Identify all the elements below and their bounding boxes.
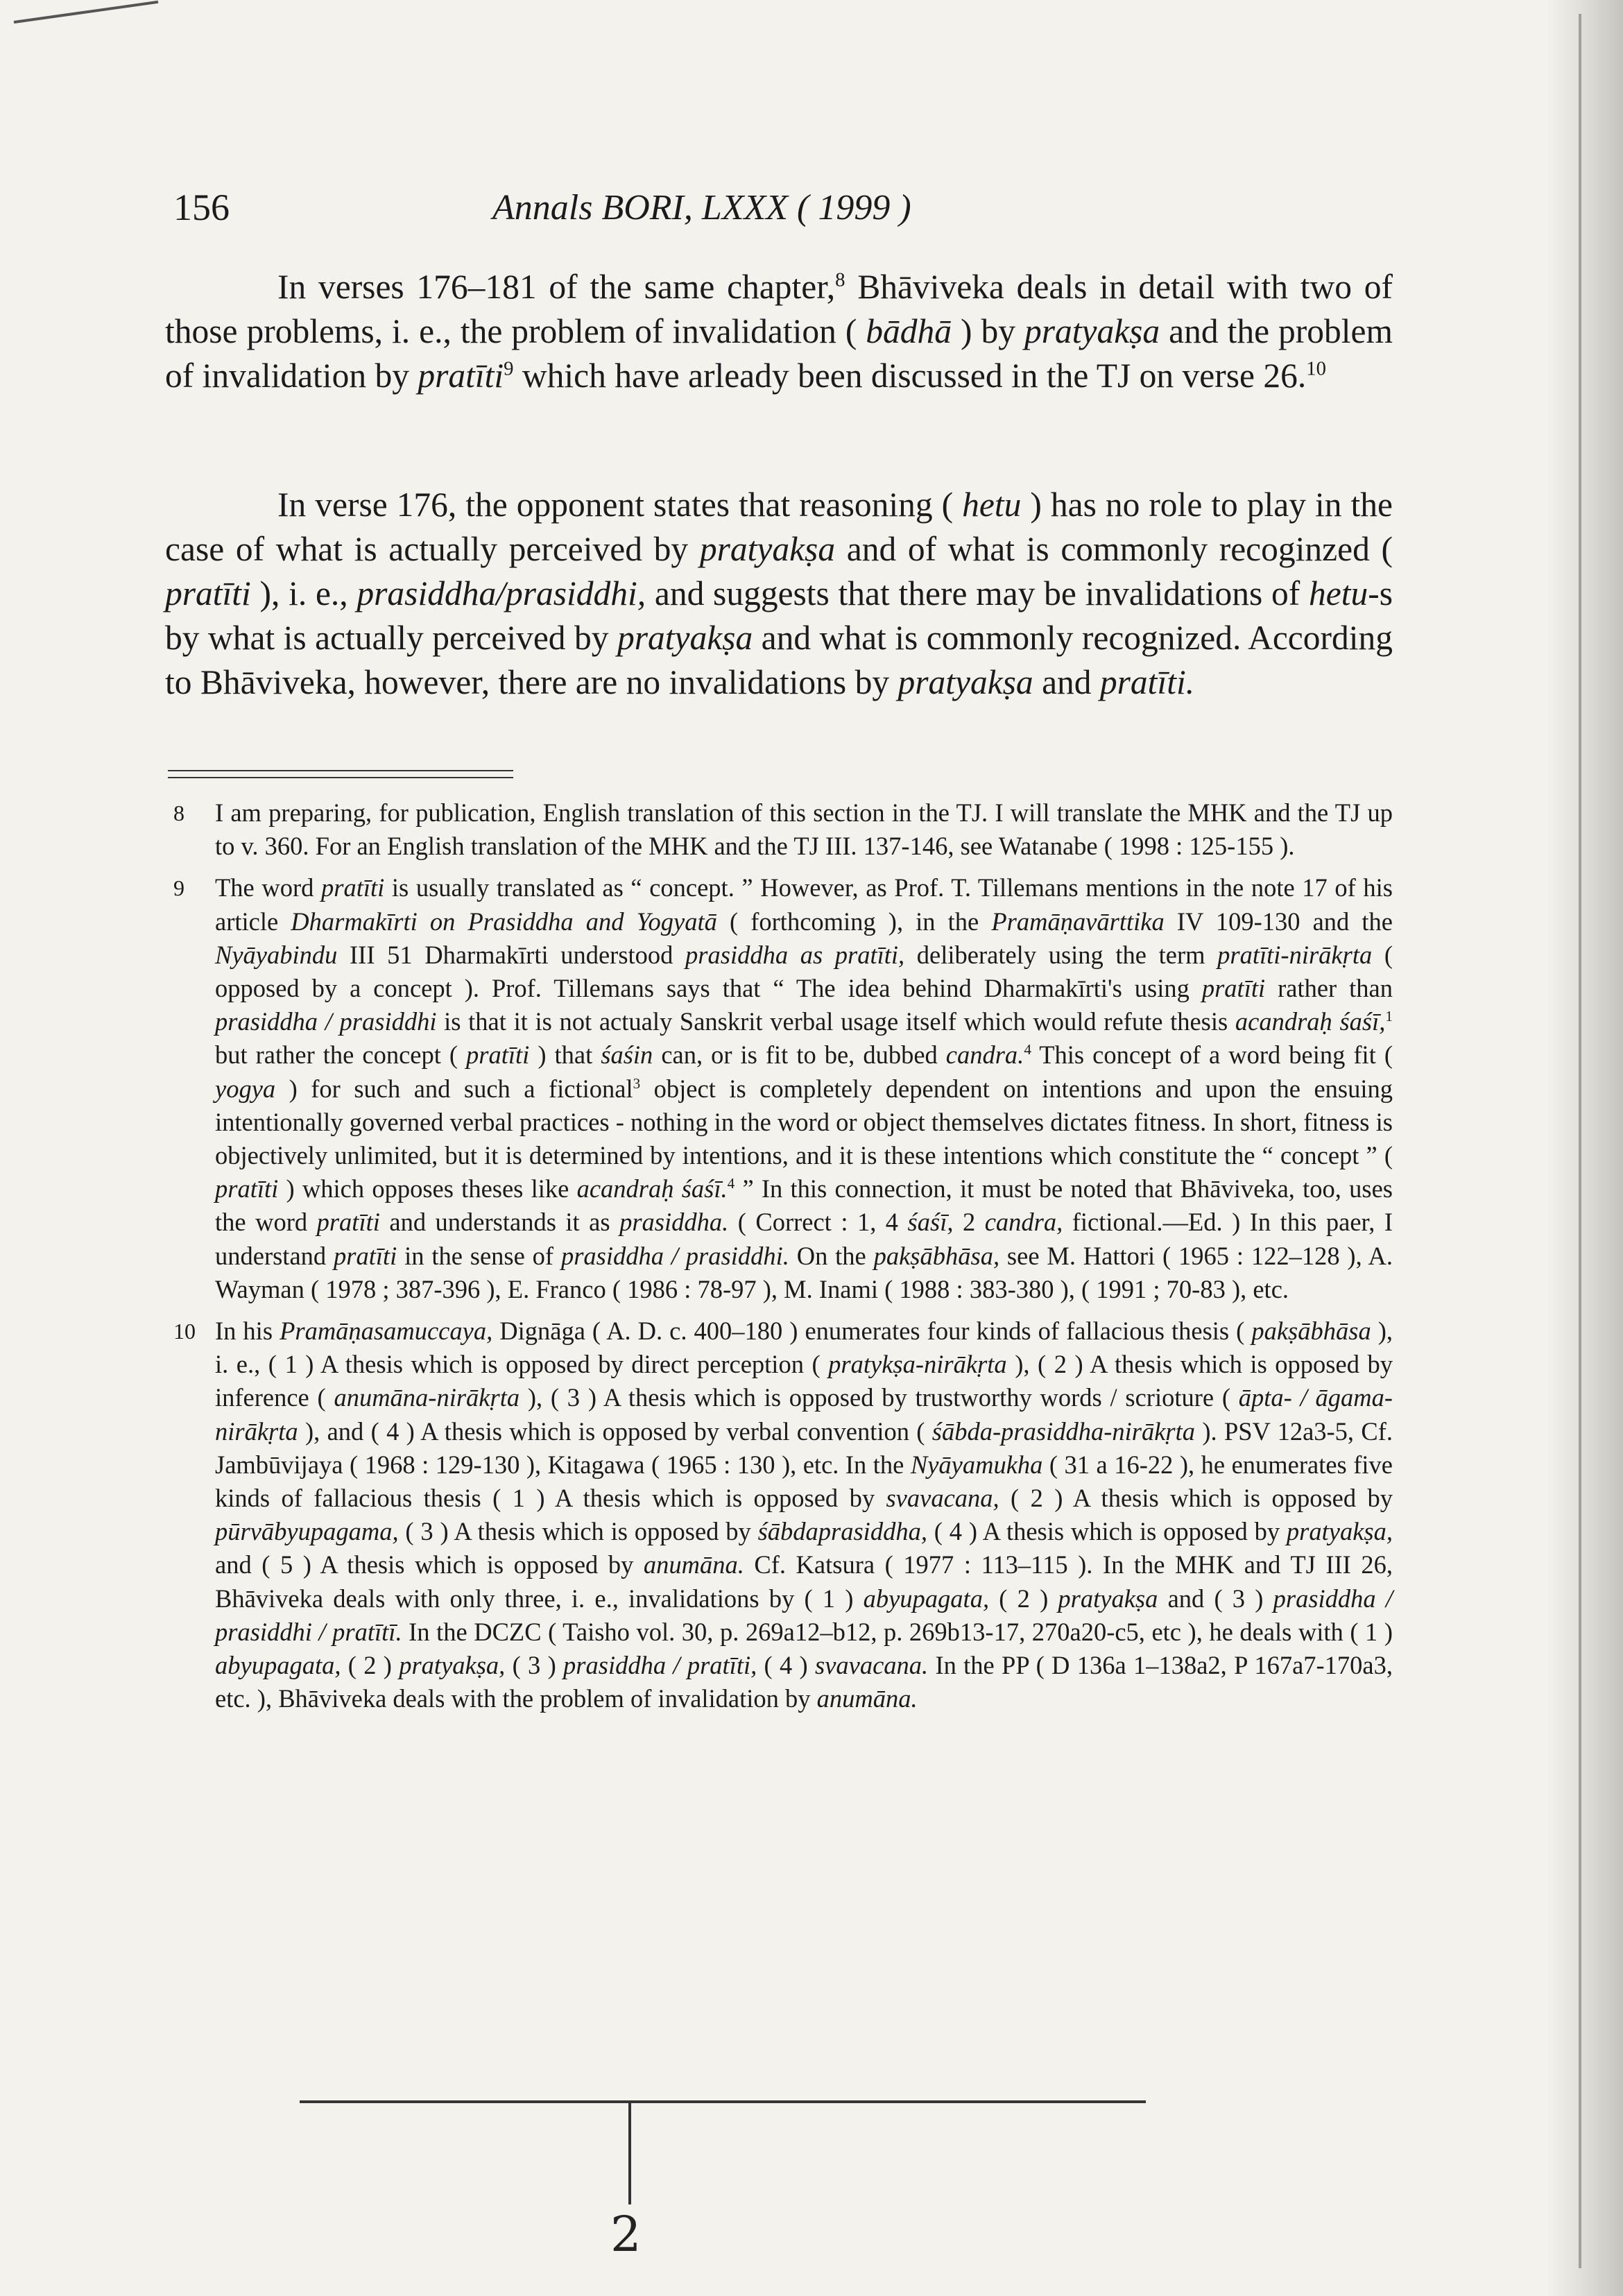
handwritten-stroke	[628, 2100, 631, 2204]
footnote-ref[interactable]: 8	[835, 268, 845, 291]
footnote-ref[interactable]: 9	[504, 357, 514, 380]
footnote-10: 10 In his Pramāṇasamuccaya, Dignāga ( A. D. c. 400–180 ) enumerates four kinds of fallacious thesis ( pakṣābhāsa ), i. e., ( 1 ) A thesis which is opposed by direct perception ( pratykṣa-nirākṛta ), ( 2 ) A thesis which is opposed by inference ( anumāna-nirākṛta ), ( 3 ) A thesis which is opposed by trustworthy words / scrioture ( āpta- / āgama-nirākṛta ), and ( 4 ) A thesis which is opposed by verbal convention ( śābda-prasiddha-nirākṛta ). PSV 12a3-5, Cf. Jambūvijaya ( 1968 : 129-130 ), Kitagawa ( 1965 : 130 ), etc. In the Nyāyamukha ( 31 a 16-22 ), he enumerates five kinds of fallacious thesis ( 1 ) A thesis which is opposed by svavacana, ( 2 ) A thesis which is opposed by pūrvābyupagama, ( 3 ) A thesis which is opposed by śābdaprasiddha, ( 4 ) A thesis which is opposed by pratyakṣa, and ( 5 ) A thesis which is opposed by anumāna. Cf. Katsura ( 1977 : 113–115 ). In the MHK and TJ III 26, Bhāviveka deals with only three, i. e., invalidations by ( 1 ) abyupagata, ( 2 ) pratyakṣa and ( 3 ) prasiddha / prasiddhi / pratītī. In the DCZC ( Taisho vol. 30, p. 269a12–b12, p. 269b13-17, 270a20-c5, etc ), he deals with ( 1 ) abyupagata, ( 2 ) pratyakṣa, ( 3 ) prasiddha / pratīti, ( 4 ) svavacana. In the PP ( D 136a 1–138a2, P 167a7-170a3, etc. ), Bhāviveka deals with the problem of invalidation by anumāna.	[171, 1314, 1393, 1715]
footnote-ref[interactable]: 10	[1306, 357, 1326, 380]
page-header	[173, 186, 1422, 241]
running-title: Annals BORI, LXXX ( 1999 )	[492, 188, 911, 228]
handwritten-underline	[300, 2100, 1146, 2103]
body-paragraph-1: In verses 176–181 of the same chapter,$^8$ Bhāviveka deals in detail with two of those problems, i. e., the problem of invalidation ( bādhā ) by pratyakṣa and the problem of invalidation by pratīti$^9$ which have arleady been discussed in the TJ on verse 26.10	[165, 268, 1393, 395]
scan-pen-mark	[14, 1, 159, 24]
binding-edge-line	[1579, 14, 1581, 2268]
footnote-number: 8	[173, 800, 184, 825]
footnote-number: 9	[173, 875, 184, 901]
footnote-8: 8 I am preparing, for publication, English translation of this section in the TJ. I will translate the MHK and the TJ up to v. 360. For an English translation of the MHK and the TJ III. 137-146, see Watanabe ( 1998 : 125-155 ).	[171, 796, 1393, 863]
handwritten-mark: 2	[610, 2206, 642, 2263]
footnote-separator	[168, 770, 513, 778]
page-edge-shadow	[1547, 0, 1623, 2296]
page-number: 156	[173, 187, 230, 228]
body-paragraph-2: In verse 176, the opponent states that reasoning ( hetu ) has no role to play in the case of what is actually perceived by pratyakṣa and of what is commonly recoginzed ( pratīti ), i. e., prasiddha/prasiddhi, and suggests that there may be invalidations of hetu-s by what is actually perceived by pratyakṣa and what is commonly recognized. According to Bhāviveka, however, there are no invalidations by pratyakṣa and pratīti.	[165, 486, 1393, 701]
footnote-9: 9 The word pratīti is usually translated as “ concept. ” However, as Prof. T. Tillemans mentions in the note 17 of his article Dharmakīrti on Prasiddha and Yogyatā ( forthcoming ), in the Pramāṇavārttika IV 109-130 and the Nyāyabindu III 51 Dharmakīrti understood prasiddha as pratīti, deliberately using the term pratīti-nirākṛta ( opposed by a concept ). Prof. Tillemans says that “ The idea behind Dharmakīrti's using pratīti rather than prasiddha / prasiddhi is that it is not actualy Sanskrit verbal usage itself which would refute thesis acandraḥ śaśī,$^1$ but rather the concept ( pratīti ) that śaśin can, or is fit to be, dubbed candra.$^4$ This concept of a word being fit ( yogya ) for such and such a fictional$^3$ object is completely dependent on intentions and upon the ensuing intentionally governed verbal practices - nothing in the word or object themselves dictates fitness. In short, fitness is objectively unlimited, but it is determined by intentions, and it is these intentions which constitute the “ concept ” ( pratīti ) which opposes theses like acandraḥ śaśī.$^4$ ” In this connection, it must be noted that Bhāviveka, too, uses the word pratīti and understands it as prasiddha. ( Correct : 1, 4 śaśī, 2 candra, fictional.—Ed. ) In this paer, I understand pratīti in the sense of prasiddha / prasiddhi. On the pakṣābhāsa, see M. Hattori ( 1965 : 122–128 ), A. Wayman ( 1978 ; 387-396 ), E. Franco ( 1986 : 78-97 ), M. Inami ( 1988 : 383-380 ), ( 1991 ; 70-83 ), etc.	[171, 871, 1393, 1306]
footnote-number: 10	[173, 1319, 196, 1344]
footnotes	[171, 796, 1393, 1724]
